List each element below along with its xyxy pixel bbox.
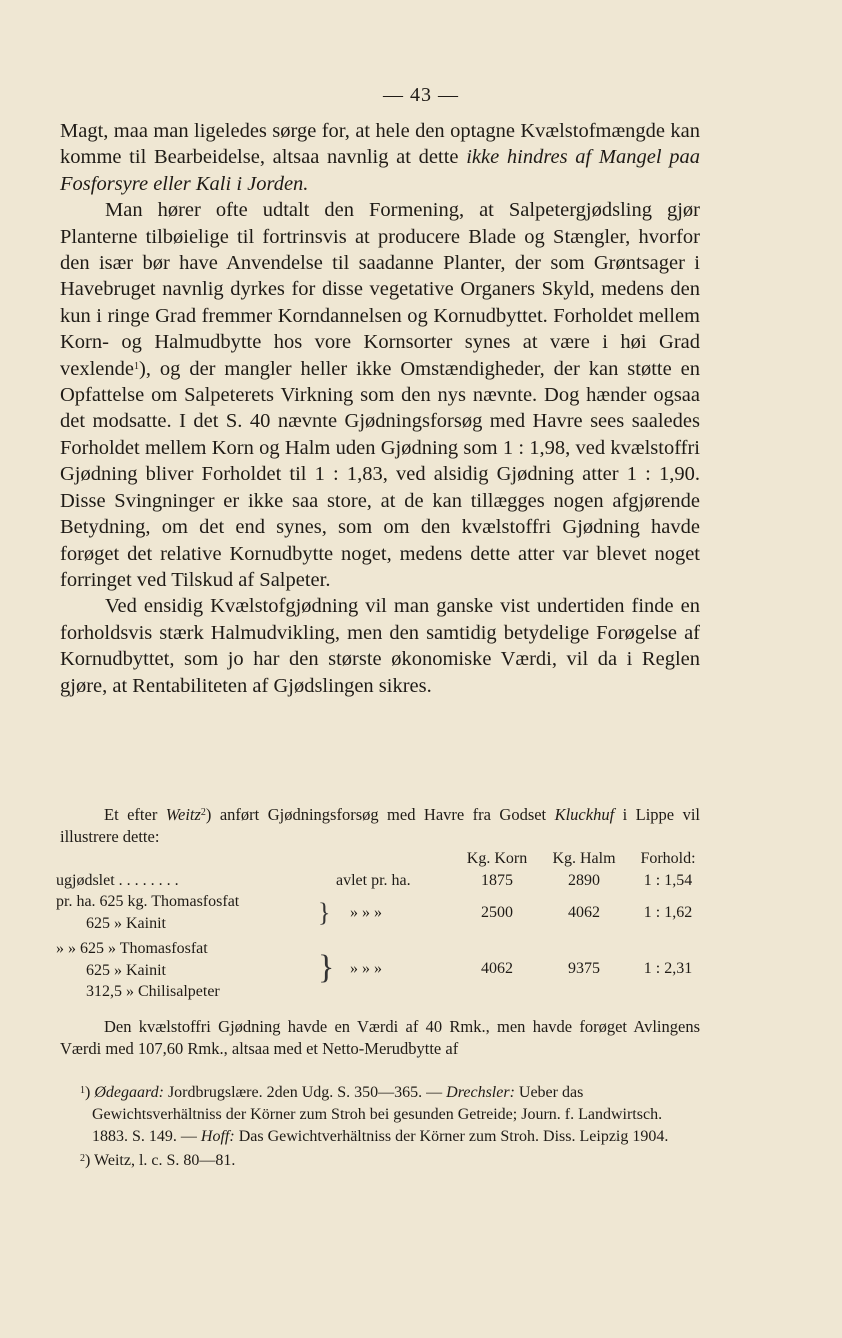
cell-korn: 4062 [481,959,513,977]
page-number: — 43 — [383,84,459,106]
cell-halm: 9375 [568,959,600,977]
footnote-mark: 2 [80,1153,85,1164]
row-unit: » » » [350,959,382,977]
footnotes [80,1082,700,1174]
row-label: pr. ha. 625 kg. Thomasfosfat [56,893,240,910]
row-label: » » 625 » Thomasfosfat [56,940,208,957]
header-halm: Kg. Halm [552,850,616,867]
fertilizer-table [56,848,706,1003]
row-unit: avlet pr. ha. [336,871,411,889]
row-sublabel: 625 » Kainit [86,961,166,979]
cell-forhold: 1 : 1,62 [643,903,693,921]
header-forhold: Forhold: [640,850,696,867]
table-row [56,891,706,934]
table-row [56,870,706,892]
author-weitz: Weitz [165,805,201,824]
cell-forhold: 1 : 2,31 [643,959,693,977]
brace-icon: } [318,897,331,927]
row-label: ugjødslet . . . . . . . . [56,871,179,889]
paragraph-1: Magt, maa man ligeledes sørge for, at hele den optagne Kvælstofmængde kan komme til Bearbeidelse, altsaa navnlig at dette ikke hindres af Mangel paa Fosforsyre eller Kali i Jorden. [60,120,700,195]
cell-halm: 4062 [568,903,600,921]
paragraph-3: Ved ensidig Kvælstofgjødning vil man ganske vist undertiden finde en forholdsvis stærk Halmudvikling, men den samtidig betydelige Forøgelse af Kornudbyttet, som jo har den største økonomiske Værdi, vil da i Reglen gjøre, at Rentabiliteten af Gjødslingen sikres. [60,595,700,697]
row-sublabel: 625 » Kainit [86,914,166,932]
main-text [60,118,700,699]
cell-forhold: 1 : 1,54 [643,871,693,889]
cell-korn: 2500 [481,903,513,921]
table-intro: Et efter Weitz$^2$) anført Gjødningsforsøg med Havre fra Godset Kluckhuf i Lippe vil illustrere dette: [60,805,700,846]
header-korn: Kg. Korn [466,850,528,867]
row-sublabel: 312,5 » Chilisalpeter [86,983,220,1000]
footnote-2: $^2$) Weitz, l. c. S. 80—81. [80,1152,236,1169]
conclusion-text: Den kvælstoffri Gjødning havde en Værdi af 40 Rmk., men havde forøget Avlingens Værdi med 107,60 Rmk., altsaa med et Netto-Merudbytte af [60,1017,700,1058]
cell-halm: 2890 [568,871,600,889]
place-kluckhuf: Kluckhuf [554,805,615,824]
table-header-row [56,848,706,870]
cell-korn: 1875 [481,871,513,889]
table-row [56,934,706,1003]
brace-icon: } [318,949,335,987]
emphasis-text: ikke hindres af Mangel paa Fosforsyre eller Kali i Jorden. [60,146,700,195]
footnote-mark: 1 [80,1085,85,1096]
row-unit: » » » [350,903,382,921]
paragraph-2: Man hører ofte udtalt den Formening, at Salpetergjødsling gjør Planterne tilbøielige til fortrinsvis at producere Blade og Stængler, hvorfor den især bør have Anvendelse til saadanne Planter, der som Grøntsager i Havebruget navnlig dyrkes for disse vegetative Organers Skyld, medens den kun i ringe Grad fremmer Korndannelsen og Kornudbyttet. Forholdet mellem Korn- og Halmudbytte hos vore Kornsorter synes at være i høi Grad vexlende$^1$), og der mangler heller ikke Omstændigheder, der kan støtte en Opfattelse om Salpeterets Virkning som den nys nævnte. Dog hænder ogsaa det modsatte. I det S. 40 nævnte Gjødningsforsøg med Havre sees saaledes Forholdet mellem Korn og Halm uden Gjødning som 1 : 1,98, ved kvælstoffri Gjødning bliver Forholdet til 1 : 1,83, ved alsidig Gjødning atter 1 : 1,90. Disse Svingninger er ikke saa store, at de kan tillægges nogen afgjørende Betydning, om det end synes, som om den kvælstoffri Gjødning havde forøget det relative Kornudbytte noget, medens dette atter var blevet noget forringet ved Tilskud af Salpeter. [60,199,700,591]
footnote-ref-2[interactable]: 2 [200,807,206,818]
footnote-1: $^1$) Ødegaard: Jordbrugslære. 2den Udg. S. 350—365. — Drechsler: Ueber das Gewichtsverhältniss der Körner zum Stroh bei gesunden Getreide; Journ. f. Landwirtsch. 1883. S. 149. — Hoff: Das Gewichtverhältniss der Körner zum Stroh. Diss. Leipzig 1904. [80,1084,669,1145]
footnote-ref-1[interactable]: 1 [134,360,139,372]
